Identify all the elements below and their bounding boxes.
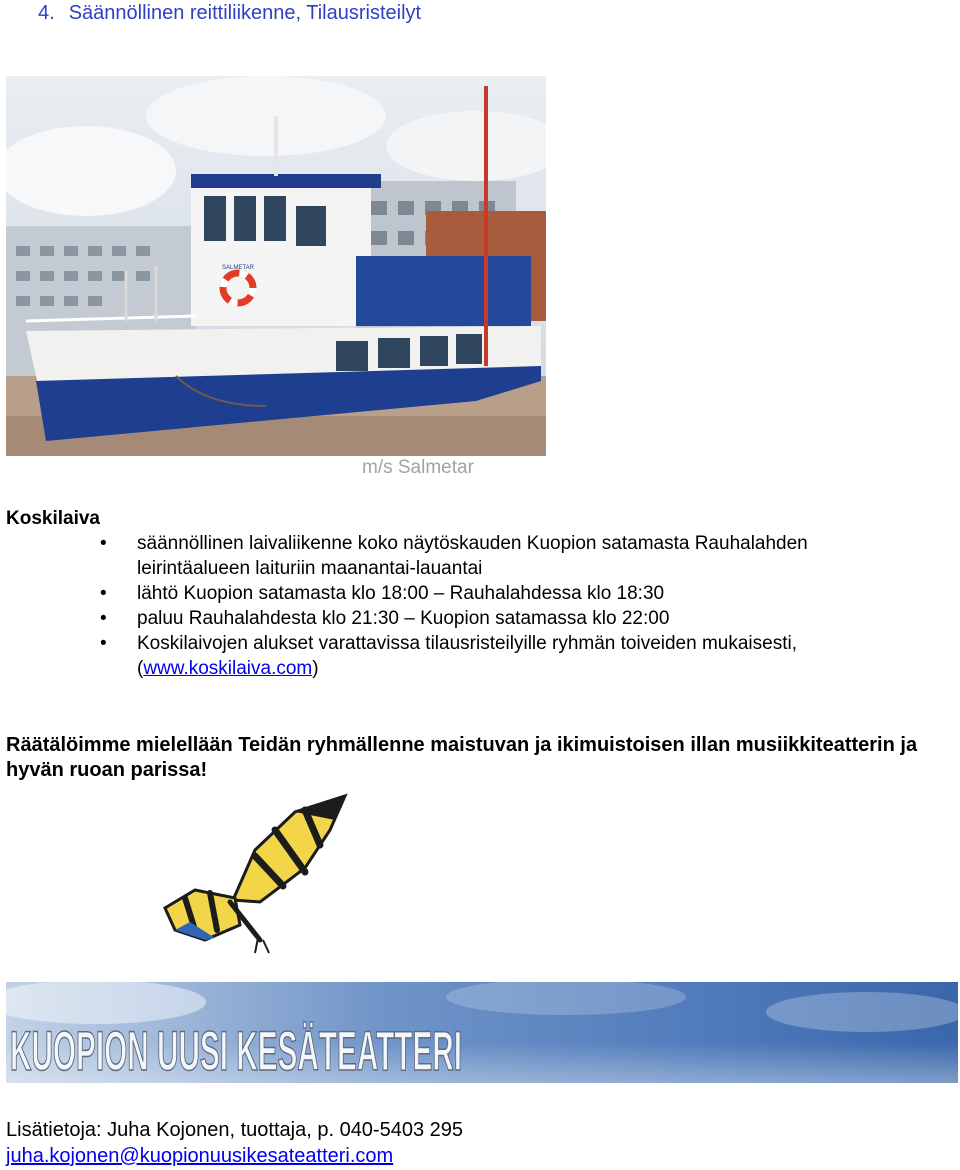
list-item-text: lähtö Kuopion satamasta klo 18:00 – Rauhalahdessa klo 18:30 [137,583,665,604]
koskilaiva-list [0,531,900,681]
list-item-text: Koskilaivojen alukset varattavissa tilausristeilyille ryhmän toiveiden mukaisesti, ( [137,633,797,679]
theatre-banner [6,982,958,1083]
section-heading [38,2,421,25]
photo-caption: m/s Salmetar [362,457,474,478]
contact-line: Lisätietoja: Juha Kojonen, tuottaja, p. 040-5403 295 [6,1119,464,1141]
contact-email-link[interactable]: juha.kojonen@kuopionuusikesateatteri.com [6,1145,394,1167]
callout-text: Räätälöimme mielellään Teidän ryhmällenne maistuvan ja ikimuistoisen illan musiikkiteatterin ja hyvän ruoan parissa! [6,734,918,781]
bullet-icon: • [100,533,107,554]
banner-title: KUOPION UUSI KESÄTEATTERI [10,1019,462,1082]
section-title: Säännöllinen reittiliikenne, Tilausristeilyt [68,2,422,24]
butterfly-illustration [155,790,355,955]
bullet-icon: • [100,608,107,629]
bullet-icon: • [100,583,107,604]
bullet-icon: • [100,633,107,654]
contact-info [6,1117,463,1169]
list-item-text: paluu Rauhalahdesta klo 21:30 – Kuopion satamassa klo 22:00 [137,608,670,629]
ship-photo [6,76,546,456]
koskilaiva-website-link[interactable]: www.koskilaiva.com [143,658,313,679]
list-item [0,531,900,581]
section-number: 4. [38,2,55,24]
list-item-suffix: ) [312,658,319,679]
list-item-text: säännöllinen laivaliikenne koko näytöskauden Kuopion satamasta Rauhalahden leirintäalueen laituriin maanantai-lauantai [137,533,808,579]
list-item [0,606,900,631]
koskilaiva-title: Koskilaiva [6,508,100,529]
lifebuoy-label: SALMETAR [222,265,254,271]
list-item [0,581,900,606]
list-item [0,631,900,681]
